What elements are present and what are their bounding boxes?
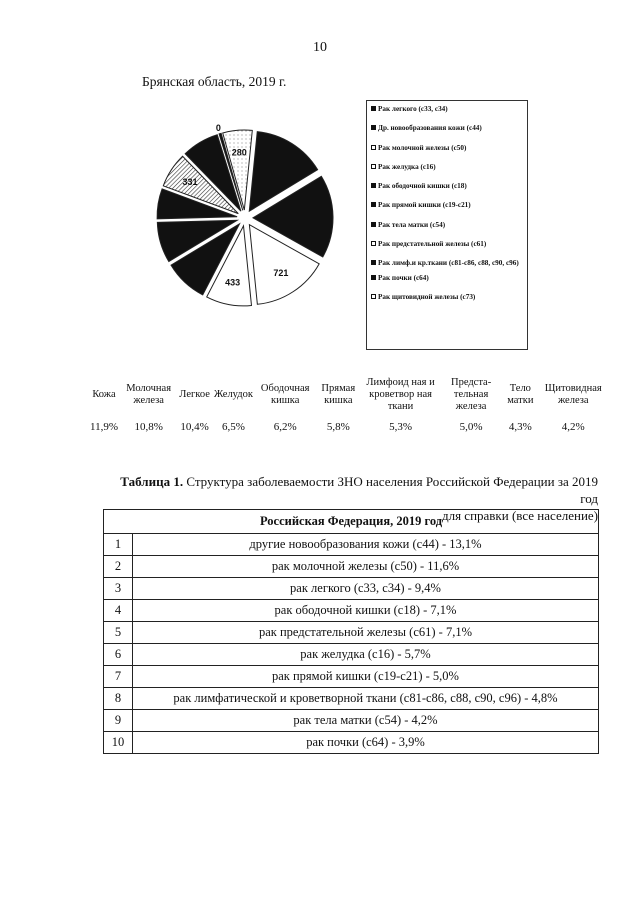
legend-swatch	[371, 202, 376, 207]
row-number: 10	[104, 732, 133, 754]
summary-value-cell: 6,2%	[273, 421, 297, 434]
table-row	[104, 710, 599, 732]
row-number: 1	[104, 534, 133, 556]
pie-data-label-10: 280	[231, 147, 247, 158]
legend-swatch	[371, 241, 376, 246]
legend-item	[371, 259, 523, 267]
legend-item	[371, 221, 523, 229]
summary-value-cell: 10,4%	[180, 421, 209, 434]
summary-header-cell: Тело матки	[507, 383, 534, 407]
legend-label: Рак желудка (с16)	[378, 162, 436, 171]
summary-header-cell: Лимфоид ная и кроветвор ная ткани	[366, 377, 435, 413]
row-number: 6	[104, 644, 133, 666]
summary-value-cell: 6,5%	[221, 421, 245, 434]
legend-swatch	[371, 222, 376, 227]
pie-data-label-9: 0	[215, 122, 221, 133]
row-text: рак лимфатической и кроветворной ткани (с81-с86, с88, с90, с96) - 4,8%	[133, 688, 599, 710]
legend-swatch	[371, 183, 376, 188]
row-text: другие новообразования кожи (с44) - 13,1%	[133, 534, 599, 556]
summary-value-cell: 4,2%	[561, 421, 585, 434]
pie-data-label-2: 721	[273, 267, 289, 278]
legend-label: Рак молочной железы (с50)	[378, 143, 467, 152]
row-number: 8	[104, 688, 133, 710]
table-row	[104, 578, 599, 600]
chart-legend	[366, 100, 528, 350]
row-number: 7	[104, 666, 133, 688]
pie-chart	[145, 118, 360, 333]
summary-header-cell: Предста- тельная железа	[450, 377, 492, 413]
table-row	[104, 600, 599, 622]
summary-header-cell: Молочная железа	[126, 383, 172, 407]
summary-header-cell: Щитовидная железа	[544, 383, 602, 407]
summary-header-cell: Желудок	[213, 389, 253, 401]
pie-data-label-7: 331	[182, 177, 198, 188]
table-row	[104, 688, 599, 710]
table-row	[104, 666, 599, 688]
legend-label: Рак предстательной железы (с61)	[378, 239, 487, 248]
row-text: рак предстательной железы (с61) - 7,1%	[133, 622, 599, 644]
row-text: рак молочной железы (с50) - 11,6%	[133, 556, 599, 578]
legend-item	[371, 293, 523, 301]
summary-value-cell: 11,9%	[90, 421, 119, 434]
legend-item	[371, 182, 523, 190]
table-row	[104, 644, 599, 666]
row-text: рак легкого (с33, с34) - 9,4%	[133, 578, 599, 600]
row-number: 5	[104, 622, 133, 644]
summary-value-cell: 5,8%	[326, 421, 350, 434]
legend-swatch	[371, 125, 376, 130]
rf-table-header: Российская Федерация, 2019 год	[104, 510, 599, 534]
legend-label: Рак легкого (с33, с34)	[378, 105, 448, 113]
page-number: 10	[313, 40, 327, 55]
row-number: 9	[104, 710, 133, 732]
legend-label: Рак прямой кишки (с19-с21)	[378, 201, 471, 210]
summary-value-cell: 5,0%	[459, 421, 483, 434]
legend-label: Рак ободочной кишки (с18)	[378, 182, 467, 191]
table-row	[104, 534, 599, 556]
table-row	[104, 622, 599, 644]
rf-table-header-row	[104, 510, 599, 534]
rf-structure-table	[103, 509, 599, 754]
chart-title: Брянская область, 2019 г.	[142, 74, 287, 89]
table-caption-label: Таблица 1.	[120, 474, 184, 489]
summary-header-cell: Кожа	[92, 389, 116, 401]
summary-values-row	[88, 413, 608, 434]
summary-header-cell: Прямая кишка	[321, 383, 356, 407]
summary-value-cell: 10,8%	[134, 421, 163, 434]
row-number: 3	[104, 578, 133, 600]
table-row	[104, 556, 599, 578]
legend-swatch	[371, 106, 376, 111]
legend-label: Рак щитовидной железы (с73)	[378, 292, 476, 301]
legend-swatch	[371, 275, 376, 280]
table-caption-text: Структура заболеваемости ЗНО населения Российской Федерации за 2019 год	[183, 474, 598, 506]
legend-swatch	[371, 164, 376, 169]
legend-item	[371, 201, 523, 209]
row-text: рак почки (с64) - 3,9%	[133, 732, 599, 754]
pie-data-label-3: 433	[225, 277, 241, 288]
row-text: рак тела матки (с54) - 4,2%	[133, 710, 599, 732]
row-number: 4	[104, 600, 133, 622]
legend-swatch	[371, 260, 376, 265]
summary-header-cell: Легкое	[179, 389, 210, 401]
legend-item	[371, 124, 523, 132]
legend-label: Рак лимф.и кр.ткани (с81-с86, с88, с90, с96)	[378, 259, 519, 268]
summary-value-cell: 4,3%	[508, 421, 532, 434]
row-text: рак ободочной кишки (с18) - 7,1%	[133, 600, 599, 622]
row-text: рак желудка (с16) - 5,7%	[133, 644, 599, 666]
row-number: 2	[104, 556, 133, 578]
legend-swatch	[371, 145, 376, 150]
legend-label: Рак почки (с64)	[378, 273, 429, 282]
legend-item	[371, 105, 523, 113]
legend-swatch	[371, 294, 376, 299]
summary-table	[88, 377, 608, 434]
summary-value-cell: 5,3%	[389, 421, 413, 434]
legend-label: Рак тела матки (с54)	[378, 220, 446, 229]
summary-header-cell: Ободочная кишка	[260, 383, 310, 407]
legend-item	[371, 240, 523, 248]
legend-label: Др. новообразования кожи (с44)	[378, 124, 482, 133]
table-caption-subtitle: для справки (все население)	[441, 507, 598, 523]
table-row	[104, 732, 599, 754]
legend-item	[371, 274, 523, 282]
legend-item	[371, 144, 523, 152]
legend-item	[371, 163, 523, 171]
summary-header-row	[88, 377, 608, 413]
row-text: рак прямой кишки (с19-с21) - 5,0%	[133, 666, 599, 688]
